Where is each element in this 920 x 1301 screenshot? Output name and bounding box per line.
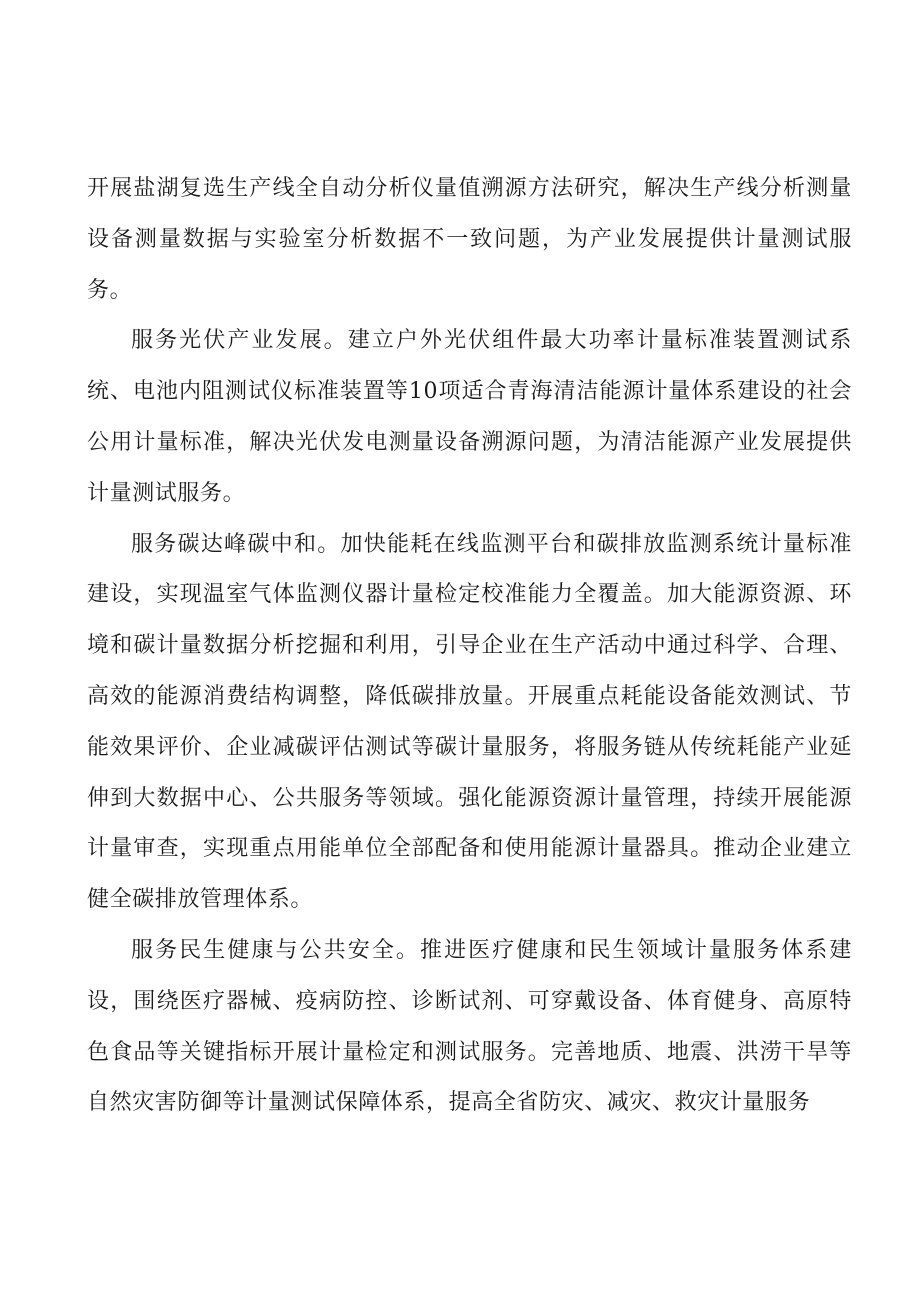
paragraph-photovoltaic: 服务光伏产业发展。建立户外光伏组件最大功率计量标准装置测试系统、电池内阻测试仪标准装置等10项适合青海清洁能源计量体系建设的社会公用计量标准，解决光伏发电测量设备溯源问题，为清洁能源产业发展提供计量测试服务。: [87, 328, 852, 506]
paragraph-carbon-neutrality: 服务碳达峰碳中和。加快能耗在线监测平台和碳排放监测系统计量标准建设，实现温室气体监测仪器计量检定校准能力全覆盖。加大能源资源、环境和碳计量数据分析挖掘和利用，引导企业在生产活动中通过科学、合理、高效的能源消费结构调整，降低碳排放量。开展重点耗能设备能效测试、节能效果评价、企业减碳评估测试等碳计量服务，将服务链从传统耗能产业延伸到大数据中心、公共服务等领域。强化能源资源计量管理，持续开展能源计量审查，实现重点用能单位全部配备和使用能源计量器具。推动企业建立健全碳排放管理体系。: [87, 531, 852, 913]
document-body: [87, 164, 852, 1129]
paragraph-public-safety: 服务民生健康与公共安全。推进医疗健康和民生领域计量服务体系建设，围绕医疗器械、疫病防控、诊断试剂、可穿戴设备、体育健身、高原特色食品等关键指标开展计量检定和测试服务。完善地质、地震、洪涝干旱等自然灾害防御等计量测试保障体系，提高全省防灾、减灾、救灾计量服务: [87, 937, 852, 1116]
paragraph-metrology-saltlake: 开展盐湖复选生产线全自动分析仪量值溯源方法研究，解决生产线分析测量设备测量数据与实验室分析数据不一致问题，为产业发展提供计量测试服务。: [87, 176, 852, 303]
